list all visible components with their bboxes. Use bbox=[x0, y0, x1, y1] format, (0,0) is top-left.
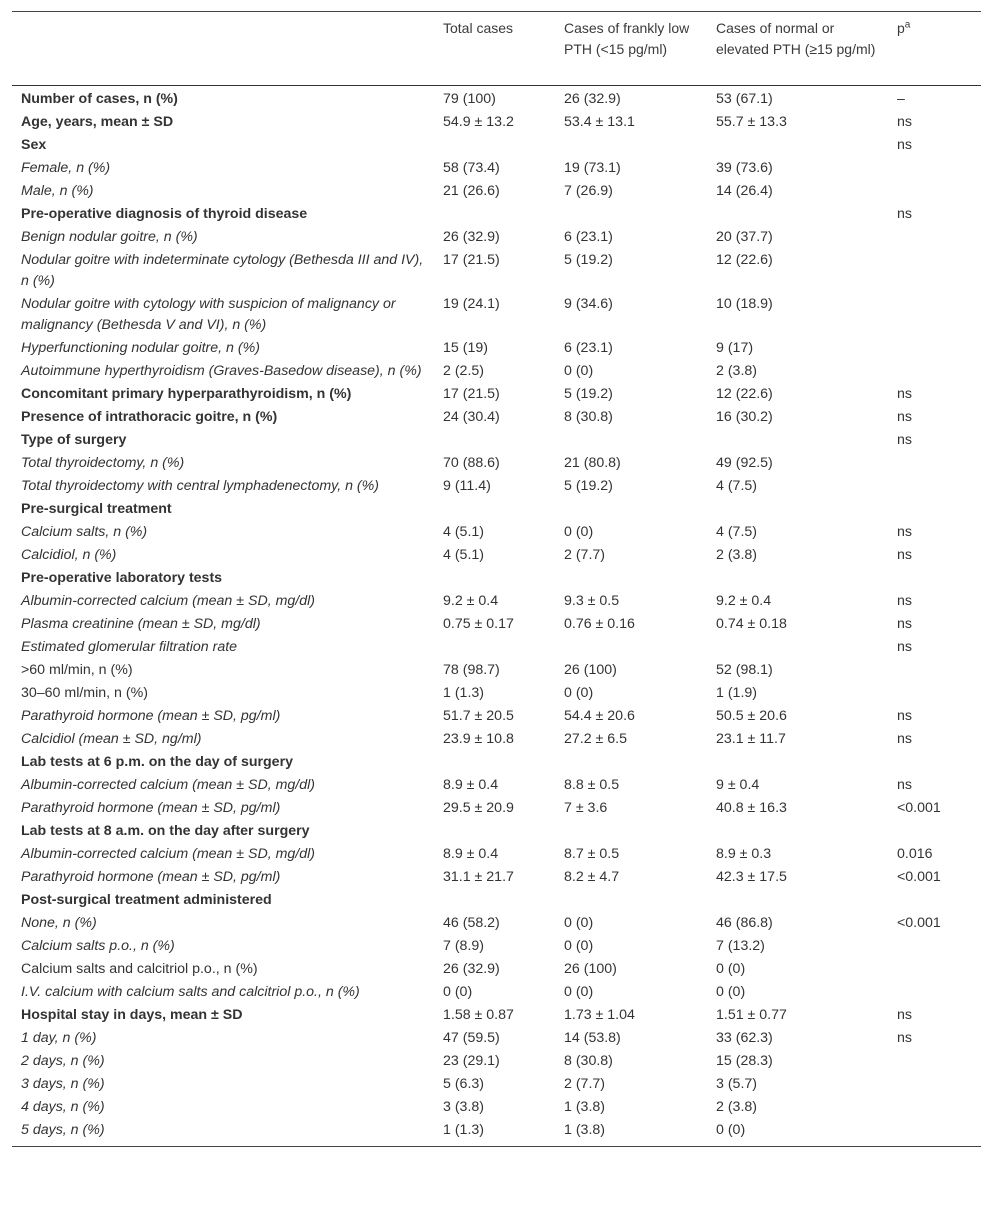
cell-total: 3 (3.8) bbox=[443, 1099, 485, 1115]
cell-normal-pth: 52 (98.1) bbox=[716, 662, 773, 678]
cell-normal-pth: 15 (28.3) bbox=[716, 1053, 773, 1069]
cell-p-value bbox=[886, 499, 981, 520]
table-row bbox=[12, 293, 981, 337]
cell-total bbox=[432, 890, 553, 911]
table-row bbox=[12, 360, 981, 383]
cell-total: 79 (100) bbox=[443, 91, 496, 107]
cell-low-pth bbox=[553, 204, 705, 225]
cell-p-value bbox=[886, 660, 981, 681]
cell-p-value: ns bbox=[897, 1030, 912, 1046]
cell-low-pth: 0 (0) bbox=[564, 984, 594, 1000]
row-label: Total thyroidectomy with central lymphadenectomy, n (%) bbox=[21, 478, 379, 494]
cell-p-value: – bbox=[897, 91, 905, 107]
cell-total: 0.75 ± 0.17 bbox=[443, 616, 514, 632]
cell-low-pth: 0.76 ± 0.16 bbox=[564, 616, 635, 632]
cell-low-pth bbox=[553, 430, 705, 451]
cell-p-value bbox=[886, 1074, 981, 1095]
row-label: Calcium salts, n (%) bbox=[21, 524, 148, 540]
cell-normal-pth: 1 (1.9) bbox=[716, 685, 758, 701]
cell-total: 15 (19) bbox=[443, 340, 488, 356]
cell-low-pth: 9 (34.6) bbox=[564, 296, 613, 312]
row-label: Age, years, mean ± SD bbox=[21, 114, 174, 130]
cell-total bbox=[432, 568, 553, 589]
row-label: Lab tests at 6 p.m. on the day of surgery bbox=[21, 754, 293, 770]
cell-total: 2 (2.5) bbox=[443, 363, 485, 379]
cell-total: 23 (29.1) bbox=[443, 1053, 500, 1069]
table-body bbox=[12, 86, 981, 1146]
cell-normal-pth: 9 ± 0.4 bbox=[716, 777, 760, 793]
table-row bbox=[12, 1073, 981, 1096]
cell-total bbox=[432, 135, 553, 156]
table-row bbox=[12, 406, 981, 429]
table-row bbox=[12, 912, 981, 935]
cell-normal-pth: 0.74 ± 0.18 bbox=[716, 616, 787, 632]
row-label: 3 days, n (%) bbox=[21, 1076, 105, 1092]
row-label: Calcidiol, n (%) bbox=[21, 547, 117, 563]
cell-p-value bbox=[886, 158, 981, 179]
row-label: Pre-operative laboratory tests bbox=[21, 570, 223, 586]
cell-low-pth: 26 (100) bbox=[564, 961, 617, 977]
table-row bbox=[12, 958, 981, 981]
table-row bbox=[12, 498, 981, 521]
cell-p-value: ns bbox=[897, 137, 912, 153]
cell-normal-pth: 9.2 ± 0.4 bbox=[716, 593, 772, 609]
cell-p-value bbox=[886, 1051, 981, 1072]
row-label: 2 days, n (%) bbox=[21, 1053, 105, 1069]
cell-normal-pth: 12 (22.6) bbox=[716, 252, 773, 268]
row-label: Calcium salts p.o., n (%) bbox=[21, 938, 175, 954]
cell-p-value bbox=[886, 982, 981, 1003]
cell-normal-pth: 2 (3.8) bbox=[716, 547, 758, 563]
row-label: Sex bbox=[21, 137, 47, 153]
cell-p-value: 0.016 bbox=[897, 846, 933, 862]
table-row bbox=[12, 636, 981, 659]
cell-normal-pth: 9 (17) bbox=[716, 340, 754, 356]
cell-p-value bbox=[886, 181, 981, 202]
cell-p-value: ns bbox=[897, 524, 912, 540]
cell-low-pth bbox=[553, 637, 705, 658]
row-label: Parathyroid hormone (mean ± SD, pg/ml) bbox=[21, 869, 281, 885]
table-row bbox=[12, 203, 981, 226]
cell-normal-pth: 7 (13.2) bbox=[716, 938, 765, 954]
cell-total: 5 (6.3) bbox=[443, 1076, 485, 1092]
cell-normal-pth: 12 (22.6) bbox=[716, 386, 773, 402]
row-label: 4 days, n (%) bbox=[21, 1099, 105, 1115]
table-row bbox=[12, 659, 981, 682]
cell-p-value: ns bbox=[897, 639, 912, 655]
cell-total: 78 (98.7) bbox=[443, 662, 500, 678]
table-row bbox=[12, 111, 981, 134]
cell-p-value: <0.001 bbox=[897, 915, 941, 931]
table-row bbox=[12, 1027, 981, 1050]
table-row bbox=[12, 705, 981, 728]
cell-total: 4 (5.1) bbox=[443, 524, 485, 540]
row-label: Type of surgery bbox=[21, 432, 127, 448]
table-row bbox=[12, 843, 981, 866]
cell-p-value bbox=[886, 250, 981, 292]
table-row bbox=[12, 889, 981, 912]
cell-low-pth: 5 (19.2) bbox=[564, 478, 613, 494]
cell-low-pth: 27.2 ± 6.5 bbox=[564, 731, 628, 747]
cell-p-value bbox=[886, 1097, 981, 1118]
row-label: Calcidiol (mean ± SD, ng/ml) bbox=[21, 731, 202, 747]
cell-low-pth: 19 (73.1) bbox=[564, 160, 621, 176]
cell-total bbox=[432, 637, 553, 658]
cell-low-pth: 1.73 ± 1.04 bbox=[564, 1007, 635, 1023]
cell-low-pth: 26 (32.9) bbox=[564, 91, 621, 107]
cell-total: 17 (21.5) bbox=[443, 386, 500, 402]
row-label: Male, n (%) bbox=[21, 183, 94, 199]
cell-low-pth bbox=[553, 135, 705, 156]
cell-p-value bbox=[886, 476, 981, 497]
cell-normal-pth: 2 (3.8) bbox=[716, 363, 758, 379]
header-p-label: p bbox=[897, 20, 905, 36]
row-label: Hyperfunctioning nodular goitre, n (%) bbox=[21, 340, 260, 356]
table-row bbox=[12, 866, 981, 889]
table-row bbox=[12, 226, 981, 249]
table-row bbox=[12, 797, 981, 820]
cell-total: 1 (1.3) bbox=[443, 685, 485, 701]
cell-total bbox=[432, 752, 553, 773]
table-row bbox=[12, 1119, 981, 1142]
table-row bbox=[12, 613, 981, 636]
cell-low-pth: 9.3 ± 0.5 bbox=[564, 593, 620, 609]
cell-p-value bbox=[886, 361, 981, 382]
cell-total: 58 (73.4) bbox=[443, 160, 500, 176]
cell-low-pth: 1 (3.8) bbox=[564, 1122, 606, 1138]
cell-total: 0 (0) bbox=[443, 984, 473, 1000]
cell-total: 8.9 ± 0.4 bbox=[443, 777, 499, 793]
cell-total: 51.7 ± 20.5 bbox=[443, 708, 514, 724]
cell-low-pth bbox=[553, 568, 705, 589]
header-normal-pth: Cases of normal or elevated PTH (≥15 pg/ml) bbox=[716, 20, 876, 57]
cell-normal-pth bbox=[705, 890, 886, 911]
cell-total: 26 (32.9) bbox=[443, 961, 500, 977]
cell-low-pth: 14 (53.8) bbox=[564, 1030, 621, 1046]
cell-low-pth: 6 (23.1) bbox=[564, 340, 613, 356]
data-table bbox=[12, 11, 981, 1147]
cell-total: 54.9 ± 13.2 bbox=[443, 114, 514, 130]
cell-total: 29.5 ± 20.9 bbox=[443, 800, 514, 816]
table-row bbox=[12, 1050, 981, 1073]
cell-low-pth: 8.2 ± 4.7 bbox=[564, 869, 620, 885]
cell-normal-pth: 53 (67.1) bbox=[716, 91, 773, 107]
table-row bbox=[12, 590, 981, 613]
cell-low-pth: 2 (7.7) bbox=[564, 547, 606, 563]
row-label: Estimated glomerular filtration rate bbox=[21, 639, 238, 655]
cell-total: 8.9 ± 0.4 bbox=[443, 846, 499, 862]
row-label: None, n (%) bbox=[21, 915, 97, 931]
cell-normal-pth: 0 (0) bbox=[716, 984, 746, 1000]
cell-p-value bbox=[886, 568, 981, 589]
row-label: Total thyroidectomy, n (%) bbox=[21, 455, 185, 471]
cell-p-value bbox=[886, 294, 981, 336]
cell-normal-pth: 55.7 ± 13.3 bbox=[716, 114, 787, 130]
cell-total: 26 (32.9) bbox=[443, 229, 500, 245]
row-label: 5 days, n (%) bbox=[21, 1122, 105, 1138]
cell-total: 17 (21.5) bbox=[443, 252, 500, 268]
cell-total bbox=[432, 821, 553, 842]
cell-normal-pth: 2 (3.8) bbox=[716, 1099, 758, 1115]
table-row bbox=[12, 544, 981, 567]
cell-p-value: ns bbox=[897, 206, 912, 222]
cell-normal-pth: 8.9 ± 0.3 bbox=[716, 846, 772, 862]
cell-p-value bbox=[886, 752, 981, 773]
table-row bbox=[12, 820, 981, 843]
cell-normal-pth: 0 (0) bbox=[716, 1122, 746, 1138]
table-row bbox=[12, 157, 981, 180]
cell-total: 70 (88.6) bbox=[443, 455, 500, 471]
cell-total: 47 (59.5) bbox=[443, 1030, 500, 1046]
cell-low-pth: 26 (100) bbox=[564, 662, 617, 678]
cell-low-pth: 21 (80.8) bbox=[564, 455, 621, 471]
table-row bbox=[12, 567, 981, 590]
cell-total: 19 (24.1) bbox=[443, 296, 500, 312]
table-row bbox=[12, 429, 981, 452]
cell-p-value: ns bbox=[897, 777, 912, 793]
row-label: Parathyroid hormone (mean ± SD, pg/ml) bbox=[21, 800, 281, 816]
table-header bbox=[12, 12, 981, 86]
row-label: Hospital stay in days, mean ± SD bbox=[21, 1007, 243, 1023]
cell-normal-pth: 0 (0) bbox=[716, 961, 746, 977]
row-label: >60 ml/min, n (%) bbox=[21, 662, 133, 678]
row-label: Nodular goitre with indeterminate cytology (Bethesda III and IV), n (%) bbox=[21, 252, 424, 289]
cell-normal-pth: 16 (30.2) bbox=[716, 409, 773, 425]
row-label: Post-surgical treatment administered bbox=[21, 892, 272, 908]
cell-low-pth: 5 (19.2) bbox=[564, 386, 613, 402]
row-label: Benign nodular goitre, n (%) bbox=[21, 229, 198, 245]
cell-total: 46 (58.2) bbox=[443, 915, 500, 931]
cell-total: 4 (5.1) bbox=[443, 547, 485, 563]
cell-normal-pth bbox=[705, 430, 886, 451]
cell-normal-pth: 4 (7.5) bbox=[716, 478, 758, 494]
cell-normal-pth: 42.3 ± 17.5 bbox=[716, 869, 787, 885]
header-p-value bbox=[886, 12, 981, 85]
cell-normal-pth: 50.5 ± 20.6 bbox=[716, 708, 787, 724]
header-total-cases: Total cases bbox=[443, 20, 514, 36]
cell-p-value bbox=[886, 936, 981, 957]
cell-p-value bbox=[886, 821, 981, 842]
table-row bbox=[12, 1004, 981, 1027]
table-row bbox=[12, 981, 981, 1004]
cell-low-pth: 0 (0) bbox=[564, 685, 594, 701]
cell-normal-pth: 20 (37.7) bbox=[716, 229, 773, 245]
cell-low-pth: 2 (7.7) bbox=[564, 1076, 606, 1092]
row-label: Albumin-corrected calcium (mean ± SD, mg/dl) bbox=[21, 846, 315, 862]
cell-normal-pth bbox=[705, 821, 886, 842]
cell-normal-pth: 39 (73.6) bbox=[716, 160, 773, 176]
cell-normal-pth: 10 (18.9) bbox=[716, 296, 773, 312]
row-label: Albumin-corrected calcium (mean ± SD, mg/dl) bbox=[21, 593, 315, 609]
cell-total: 1 (1.3) bbox=[443, 1122, 485, 1138]
cell-p-value: ns bbox=[897, 409, 912, 425]
row-label: I.V. calcium with calcium salts and calcitriol p.o., n (%) bbox=[21, 984, 360, 1000]
cell-low-pth: 0 (0) bbox=[564, 938, 594, 954]
table-row bbox=[12, 774, 981, 797]
cell-normal-pth bbox=[705, 752, 886, 773]
cell-low-pth: 0 (0) bbox=[564, 524, 594, 540]
cell-normal-pth: 40.8 ± 16.3 bbox=[716, 800, 787, 816]
cell-low-pth: 8 (30.8) bbox=[564, 1053, 613, 1069]
cell-p-value: ns bbox=[897, 547, 912, 563]
cell-p-value: ns bbox=[897, 386, 912, 402]
row-label: Albumin-corrected calcium (mean ± SD, mg/dl) bbox=[21, 777, 315, 793]
cell-total bbox=[432, 204, 553, 225]
cell-low-pth: 54.4 ± 20.6 bbox=[564, 708, 635, 724]
cell-normal-pth bbox=[705, 568, 886, 589]
cell-normal-pth: 46 (86.8) bbox=[716, 915, 773, 931]
row-label: Concomitant primary hyperparathyroidism, n (%) bbox=[21, 386, 352, 402]
table-row bbox=[12, 682, 981, 705]
cell-low-pth bbox=[553, 752, 705, 773]
cell-total: 7 (8.9) bbox=[443, 938, 485, 954]
cell-normal-pth: 3 (5.7) bbox=[716, 1076, 758, 1092]
cell-p-value bbox=[886, 890, 981, 911]
row-label: 30–60 ml/min, n (%) bbox=[21, 685, 148, 701]
cell-total: 9 (11.4) bbox=[443, 478, 491, 494]
cell-low-pth: 1 (3.8) bbox=[564, 1099, 606, 1115]
table-row bbox=[12, 728, 981, 751]
table-row bbox=[12, 134, 981, 157]
table-row bbox=[12, 180, 981, 203]
cell-normal-pth: 49 (92.5) bbox=[716, 455, 773, 471]
cell-p-value: ns bbox=[897, 616, 912, 632]
header-low-pth: Cases of frankly low PTH (<15 pg/ml) bbox=[564, 20, 690, 57]
table-row bbox=[12, 337, 981, 360]
cell-low-pth: 7 ± 3.6 bbox=[564, 800, 608, 816]
table-row bbox=[12, 935, 981, 958]
cell-p-value: ns bbox=[897, 114, 912, 130]
cell-total bbox=[432, 430, 553, 451]
cell-low-pth: 7 (26.9) bbox=[564, 183, 613, 199]
header-p-footnote: a bbox=[904, 19, 911, 31]
header-empty bbox=[12, 12, 432, 85]
table-row bbox=[12, 475, 981, 498]
cell-p-value: ns bbox=[897, 708, 912, 724]
cell-p-value bbox=[886, 453, 981, 474]
cell-low-pth: 0 (0) bbox=[564, 915, 594, 931]
cell-low-pth: 5 (19.2) bbox=[564, 252, 613, 268]
cell-normal-pth: 4 (7.5) bbox=[716, 524, 758, 540]
row-label: 1 day, n (%) bbox=[21, 1030, 97, 1046]
table-row bbox=[12, 249, 981, 293]
table-row bbox=[12, 88, 981, 111]
row-label: Number of cases, n (%) bbox=[21, 91, 178, 107]
cell-p-value bbox=[886, 959, 981, 980]
cell-p-value: ns bbox=[897, 1007, 912, 1023]
table-row bbox=[12, 452, 981, 475]
table-row bbox=[12, 1096, 981, 1119]
cell-normal-pth: 1.51 ± 0.77 bbox=[716, 1007, 787, 1023]
cell-normal-pth: 33 (62.3) bbox=[716, 1030, 773, 1046]
cell-total: 31.1 ± 21.7 bbox=[443, 869, 514, 885]
cell-p-value: <0.001 bbox=[897, 869, 941, 885]
row-label: Parathyroid hormone (mean ± SD, pg/ml) bbox=[21, 708, 281, 724]
cell-normal-pth: 14 (26.4) bbox=[716, 183, 773, 199]
cell-p-value bbox=[886, 227, 981, 248]
cell-normal-pth bbox=[705, 135, 886, 156]
cell-total: 1.58 ± 0.87 bbox=[443, 1007, 514, 1023]
row-label: Female, n (%) bbox=[21, 160, 111, 176]
row-label: Plasma creatinine (mean ± SD, mg/dl) bbox=[21, 616, 261, 632]
cell-p-value: <0.001 bbox=[897, 800, 941, 816]
row-label: Pre-operative diagnosis of thyroid disease bbox=[21, 206, 308, 222]
table-row bbox=[12, 751, 981, 774]
cell-total bbox=[432, 499, 553, 520]
cell-low-pth: 8.7 ± 0.5 bbox=[564, 846, 620, 862]
cell-total: 21 (26.6) bbox=[443, 183, 500, 199]
table-row bbox=[12, 383, 981, 406]
cell-low-pth: 8 (30.8) bbox=[564, 409, 613, 425]
cell-total: 24 (30.4) bbox=[443, 409, 500, 425]
cell-total: 9.2 ± 0.4 bbox=[443, 593, 499, 609]
row-label: Lab tests at 8 a.m. on the day after surgery bbox=[21, 823, 310, 839]
row-label: Pre-surgical treatment bbox=[21, 501, 172, 517]
row-label: Autoimmune hyperthyroidism (Graves-Basedow disease), n (%) bbox=[21, 363, 422, 379]
cell-low-pth: 0 (0) bbox=[564, 363, 594, 379]
table-row bbox=[12, 521, 981, 544]
row-label: Nodular goitre with cytology with suspicion of malignancy or malignancy (Bethesda V and VI), n (%) bbox=[21, 296, 396, 333]
cell-p-value bbox=[886, 338, 981, 359]
cell-p-value: ns bbox=[897, 593, 912, 609]
cell-p-value bbox=[886, 683, 981, 704]
row-label: Presence of intrathoracic goitre, n (%) bbox=[21, 409, 278, 425]
cell-low-pth bbox=[553, 499, 705, 520]
cell-normal-pth: 23.1 ± 11.7 bbox=[716, 731, 786, 747]
cell-low-pth: 8.8 ± 0.5 bbox=[564, 777, 620, 793]
cell-p-value: ns bbox=[897, 432, 912, 448]
cell-p-value: ns bbox=[897, 731, 912, 747]
cell-normal-pth bbox=[705, 204, 886, 225]
cell-total: 23.9 ± 10.8 bbox=[443, 731, 514, 747]
cell-low-pth bbox=[553, 890, 705, 911]
cell-low-pth: 53.4 ± 13.1 bbox=[564, 114, 635, 130]
cell-low-pth: 6 (23.1) bbox=[564, 229, 613, 245]
cell-low-pth bbox=[553, 821, 705, 842]
row-label: Calcium salts and calcitriol p.o., n (%) bbox=[21, 961, 258, 977]
cell-p-value bbox=[886, 1120, 981, 1141]
cell-normal-pth bbox=[705, 637, 886, 658]
cell-normal-pth bbox=[705, 499, 886, 520]
